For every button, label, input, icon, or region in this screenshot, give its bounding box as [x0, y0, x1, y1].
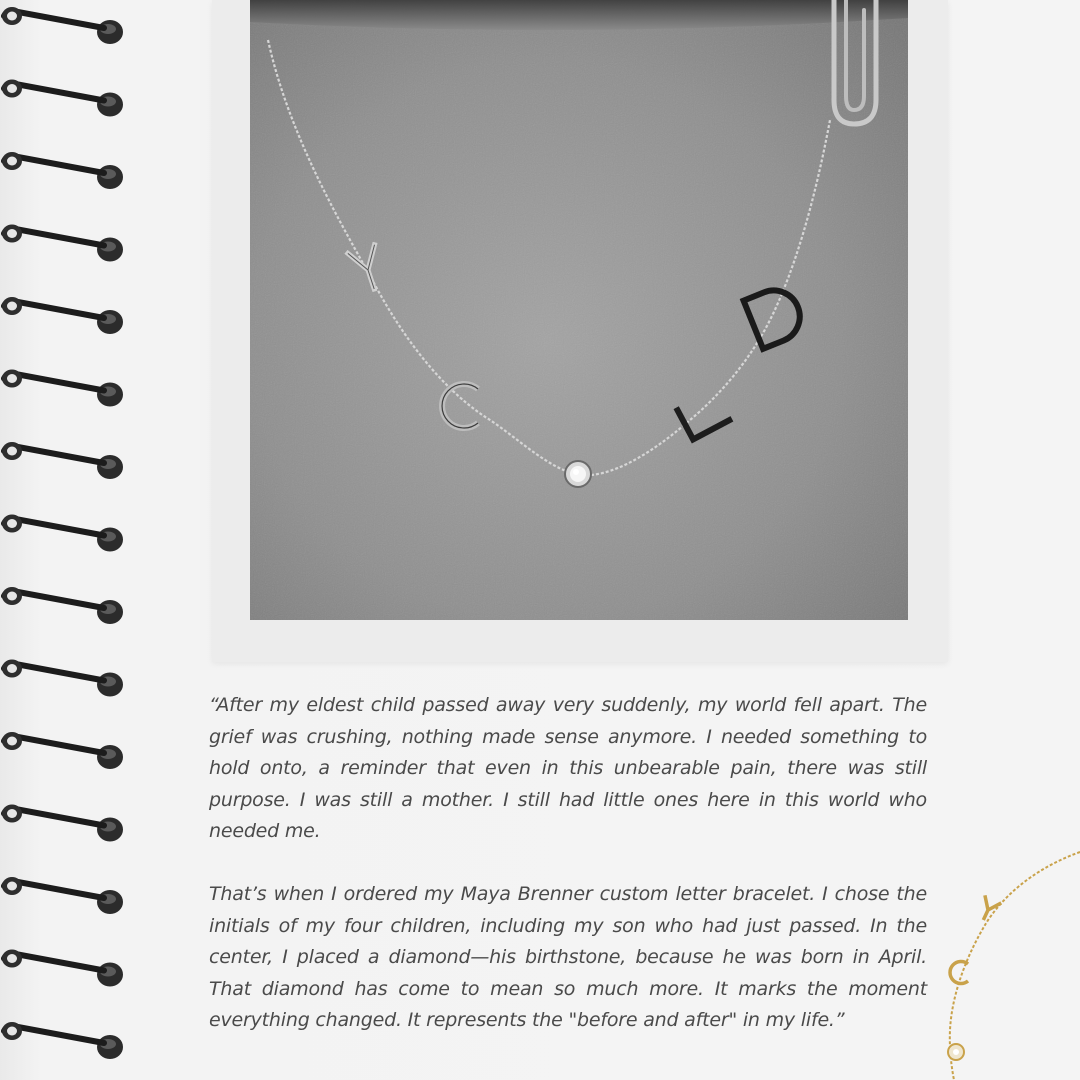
gold-bracelet-image [930, 840, 1080, 1080]
paperclip-icon [820, 0, 890, 130]
spiral-ring [2, 660, 123, 697]
spiral-ring [2, 80, 123, 117]
spiral-ring [2, 152, 123, 189]
spiral-ring [2, 370, 123, 407]
spiral-ring [2, 950, 123, 987]
spiral-ring [2, 297, 123, 334]
spiral-ring [2, 1022, 123, 1059]
spiral-ring [2, 442, 123, 479]
spiral-ring [2, 587, 123, 624]
spiral-ring [2, 877, 123, 914]
spiral-ring [2, 225, 123, 262]
quote-paragraph-1: “After my eldest child passed away very suddenly, my world fell apart. The grief was crushing, nothing made sense anymore. I needed something to hold onto, a reminder that even in this unbearable pain, there was still purpose. I was still a mother. I still had little ones here in this world who needed me. [209, 694, 927, 842]
spiral-ring [2, 805, 123, 842]
spiral-ring [2, 515, 123, 552]
spiral-ring [2, 7, 123, 44]
testimonial-quote [209, 690, 927, 1037]
spiral-ring [2, 732, 123, 769]
diamond-stone [565, 461, 591, 487]
quote-paragraph-2: That’s when I ordered my Maya Brenner custom letter bracelet. I chose the initials of my four children, including my son who had just passed. In the center, I placed a diamond—his birthstone, because he was born in April. That diamond has come to mean so much more. It marks the moment everything changed. It represents the "before and after" in my life.” [209, 883, 927, 1031]
necklace-photo [250, 0, 908, 620]
spiral-binding [0, 0, 140, 1080]
